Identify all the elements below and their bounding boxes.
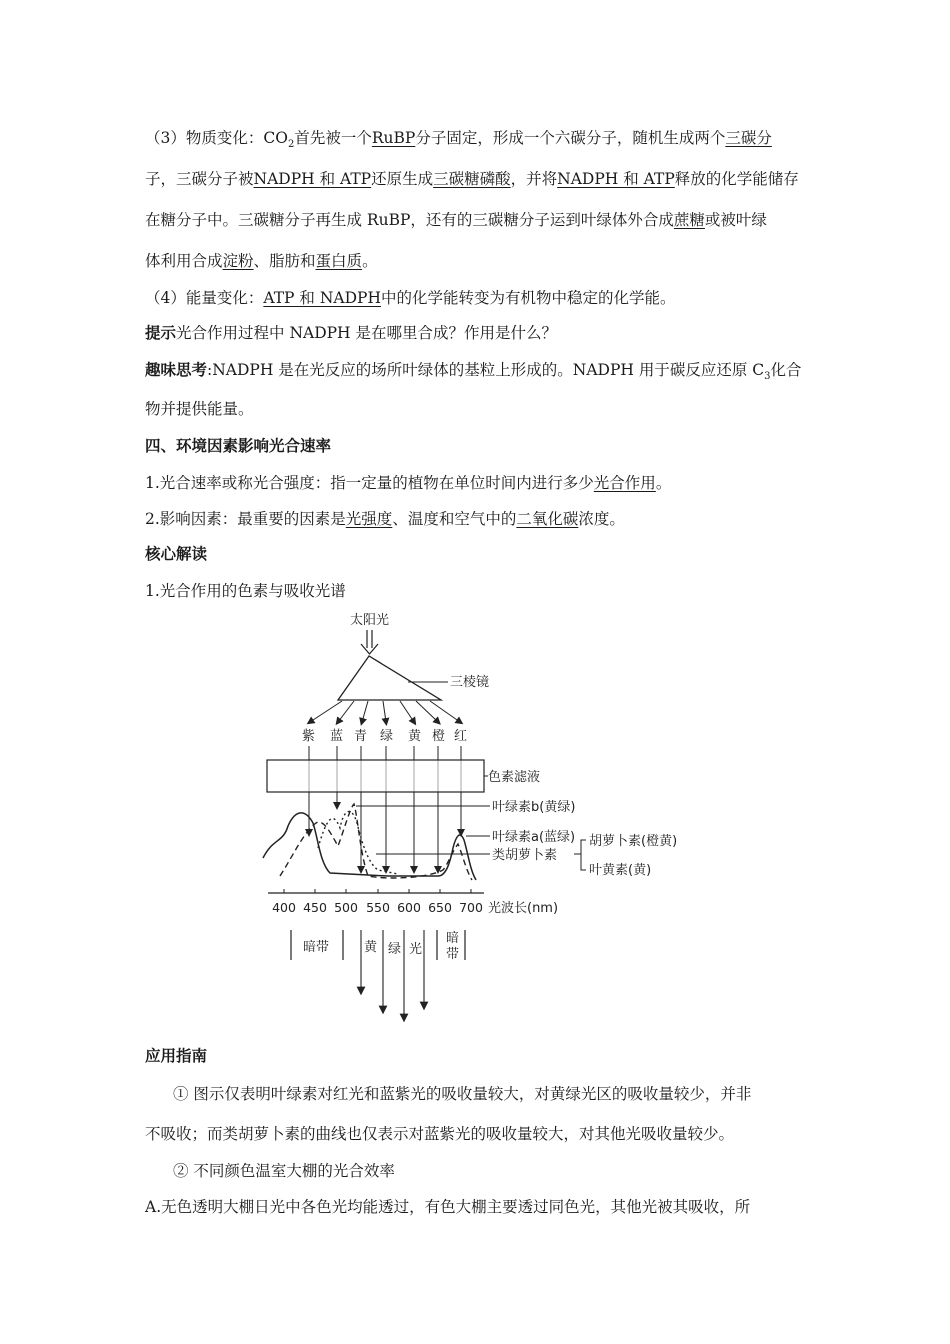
- color-red: 红: [454, 729, 468, 744]
- color-orange: 橙: [432, 729, 446, 744]
- dark-band-right-2: 带: [446, 947, 460, 962]
- xanthophyll-label: 叶黄素(黄): [589, 863, 652, 878]
- core-title: 核心解读: [145, 545, 208, 563]
- core-item1: 1.光合作用的色素与吸收光谱: [145, 582, 346, 600]
- pass-light: 光: [409, 942, 423, 957]
- tick-labels: [272, 900, 483, 915]
- carotenoid-brace: [581, 840, 586, 870]
- dark-band-left: 暗带: [303, 940, 330, 955]
- para3-line3: 在糖分子中。三碳糖分子再生成 RuBP，还有的三碳糖分子运到叶绿体外合成蔗糖或被叶绿: [145, 211, 767, 229]
- tick-650: 650: [428, 900, 452, 915]
- para3-line4: 体利用合成淀粉、脂肪和蛋白质。: [145, 252, 378, 270]
- color-yellow: 黄: [408, 729, 422, 744]
- tick-450: 450: [303, 900, 327, 915]
- guide-title: 应用指南: [145, 1047, 208, 1065]
- tick-600: 600: [397, 900, 421, 915]
- section-title: 四、环境因素影响光合速率: [145, 437, 332, 455]
- guide1-line1: ① 图示仅表明叶绿素对红光和蓝紫光的吸收量较大，对黄绿光区的吸收量较少，并非: [173, 1085, 752, 1103]
- item1: 1.光合速率或称光合强度：指一定量的植物在单位时间内进行多少光合作用。: [145, 474, 672, 492]
- tick-550: 550: [366, 900, 390, 915]
- tick-400: 400: [272, 900, 296, 915]
- sun-arrowhead: [361, 644, 378, 654]
- color-violet: 紫: [302, 729, 316, 744]
- item2: 2.影响因素：最重要的因素是光强度、温度和空气中的二氧化碳浓度。: [145, 510, 625, 528]
- carotene-label: 胡萝卜素(橙黄): [589, 834, 678, 849]
- guide2: ② 不同颜色温室大棚的光合效率: [173, 1162, 395, 1180]
- sunlight-label: 太阳光: [350, 613, 390, 628]
- tick-500: 500: [334, 900, 358, 915]
- x-axis-label: 光波长(nm): [488, 901, 559, 916]
- absorption-spectrum-diagram: [258, 608, 718, 1033]
- chl-a-label: 叶绿素a(蓝绿): [492, 830, 576, 845]
- filtrate-label: 色素滤液: [488, 770, 541, 785]
- filtrate-box: [267, 760, 484, 792]
- para4: （4）能量变化：ATP 和 NADPH中的化学能转变为有机物中稳定的化学能。: [145, 289, 676, 307]
- color-blue: 蓝: [330, 729, 344, 744]
- color-cyan: 青: [354, 729, 368, 744]
- chlorophyll-a-curve: [263, 813, 476, 880]
- dispersion-rays: [310, 701, 460, 722]
- guide1-line2: 不吸收；而类胡萝卜素的曲线也仅表示对蓝紫光的吸收量较大，对其他光吸收量较少。: [145, 1125, 735, 1143]
- pass-green: 绿: [388, 942, 402, 957]
- color-labels: [302, 728, 467, 744]
- tick-700: 700: [459, 900, 483, 915]
- guideA: A.无色透明大棚日光中各色光均能透过，有色大棚主要透过同色光，其他光被其吸收，所: [145, 1198, 751, 1216]
- dark-band-right-1: 暗: [446, 931, 460, 946]
- hint: 提示光合作用过程中 NADPH 是在哪里合成？作用是什么？: [145, 324, 558, 342]
- color-green: 绿: [380, 729, 394, 744]
- para3-line2: 子，三碳分子被NADPH 和 ATP还原生成三碳糖磷酸，并将NADPH 和 ATP释放的化学能储存: [145, 170, 799, 188]
- chl-b-label: 叶绿素b(黄绿): [492, 800, 576, 815]
- prism-shape: [338, 656, 441, 700]
- fun-line2: 物并提供能量。: [145, 400, 254, 418]
- pass-yellow: 黄: [364, 940, 378, 955]
- fun-line1: 趣味思考:NADPH 是在光反应的场所叶绿体的基粒上形成的。NADPH 用于碳反应还原 $C_3$化合: [145, 361, 802, 383]
- para3-line1: （3）物质变化：$CO_2$首先被一个RuBP分子固定，形成一个六碳分子，随机生成两个三碳分: [145, 129, 772, 151]
- prism-label: 三棱镜: [450, 675, 490, 690]
- carotenoid-label: 类胡萝卜素: [492, 848, 558, 863]
